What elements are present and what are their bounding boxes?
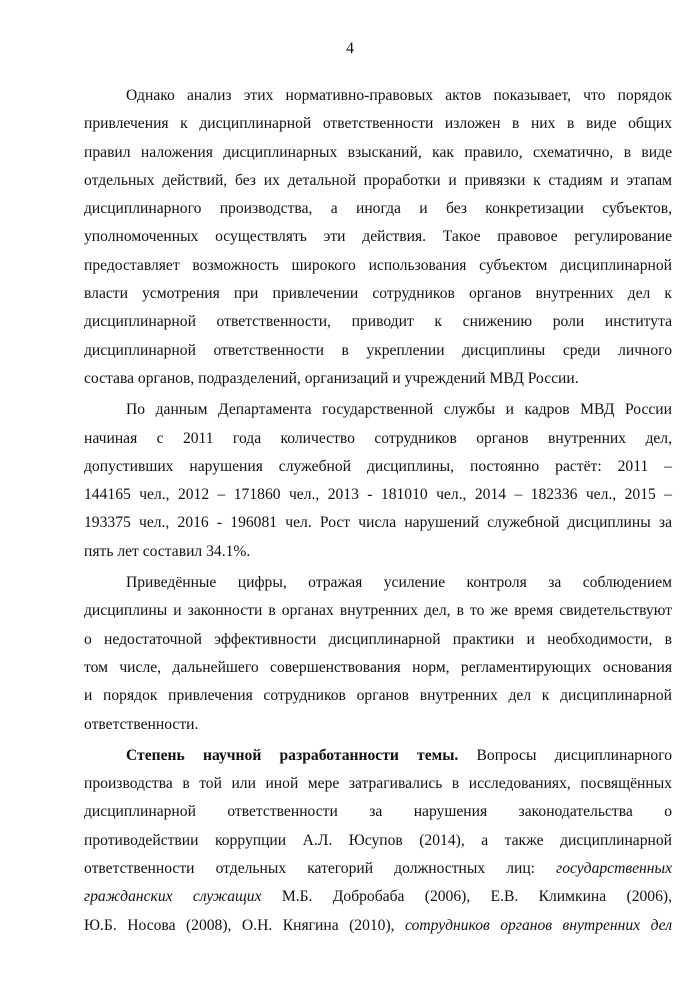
- text-line: Однако анализ этих нормативно-правовых актов показывает, что порядок: [126, 87, 672, 104]
- italic-segment: гражданских служащих: [84, 888, 262, 906]
- text-line: том числе, дальнейшего совершенствования норм, регламентирующих основания: [84, 658, 672, 676]
- text-line: ответственности.: [84, 715, 199, 733]
- paragraph-conclusion: [84, 569, 672, 739]
- text-line: противодействии коррупции А.Л. Юсупов (2014), а также дисциплинарной: [84, 831, 672, 849]
- text-line: и порядок привлечения сотрудников органов внутренних дел к дисциплинарной: [84, 687, 672, 705]
- text-line: привлечения к дисциплинарной ответственности изложен в них в виде общих: [84, 115, 672, 133]
- text-line: правил наложения дисциплинарных взысканий, как правило, схематично, в виде: [84, 143, 672, 161]
- paragraph-statistics: [84, 396, 672, 566]
- text-segment: Вопросы дисциплинарного: [458, 746, 672, 764]
- text-line: уполномоченных осуществлять эти действия. Такое правовое регулирование: [84, 228, 672, 246]
- text-line: [84, 855, 672, 883]
- text-line: [84, 742, 672, 770]
- text-line: дисциплинарной ответственности, приводит к снижению роли института: [84, 313, 672, 331]
- text-segment: ответственности отдельных категорий должностных лиц:: [84, 860, 557, 878]
- text-line: о недостаточной эффективности дисциплинарной практики и необходимости, в: [84, 630, 672, 648]
- paragraph-normative-acts: [84, 82, 672, 393]
- text-line: допустивших нарушения служебной дисциплины, постоянно растёт: 2011 –: [84, 457, 672, 475]
- text-line: 193375 чел., 2016 - 196081 чел. Рост числа нарушений служебной дисциплины за: [84, 514, 672, 532]
- text-segment: Ю.Б. Носова (2008), О.Н. Княгина (2010),: [84, 916, 406, 934]
- text-line: 144165 чел., 2012 – 171860 чел., 2013 - 181010 чел., 2014 – 182336 чел., 2015 –: [84, 486, 672, 504]
- text-segment: М.Б. Добробаба (2006), Е.В. Климкина (2006),: [261, 888, 672, 906]
- text-line: По данным Департамента государственной службы и кадров МВД России: [126, 401, 672, 419]
- italic-segment: государственных: [556, 860, 672, 878]
- text-line: [84, 883, 672, 911]
- text-line: дисциплинарной ответственности в укреплении дисциплины среди личного: [84, 341, 672, 359]
- text-line: предоставляет возможность широкого использования субъектом дисциплинарной: [84, 256, 672, 274]
- text-line: Приведённые цифры, отражая усиление контроля за соблюдением: [126, 574, 672, 592]
- section-heading: Степень научной разработанности темы.: [126, 746, 459, 764]
- page-number: 4: [346, 40, 354, 57]
- text-line: начиная с 2011 года количество сотрудников органов внутренних дел,: [84, 429, 672, 447]
- text-line: отдельных действий, без их детальной проработки и привязки к стадиям и этапам: [84, 171, 672, 189]
- paragraph-research-degree: [84, 742, 672, 940]
- text-line: дисциплинарной ответственности за нарушения законодательства о: [84, 803, 672, 821]
- italic-segment: сотрудников органов внутренних дел: [405, 916, 672, 934]
- text-line: пять лет составил 34.1%.: [84, 542, 251, 560]
- text-line: производства в той или иной мере затрагивались в исследованиях, посвящённых: [84, 775, 672, 793]
- text-line: дисциплины и законности в органах внутренних дел, в то же время свидетельствуют: [84, 602, 672, 620]
- text-line: дисциплинарного производства, а иногда и без конкретизации субъектов,: [84, 200, 672, 218]
- document-body: [84, 82, 672, 943]
- text-line: [84, 912, 672, 940]
- text-line: состава органов, подразделений, организаций и учреждений МВД России.: [84, 369, 579, 387]
- text-line: власти усмотрения при привлечении сотрудников органов внутренних дел к: [84, 285, 672, 303]
